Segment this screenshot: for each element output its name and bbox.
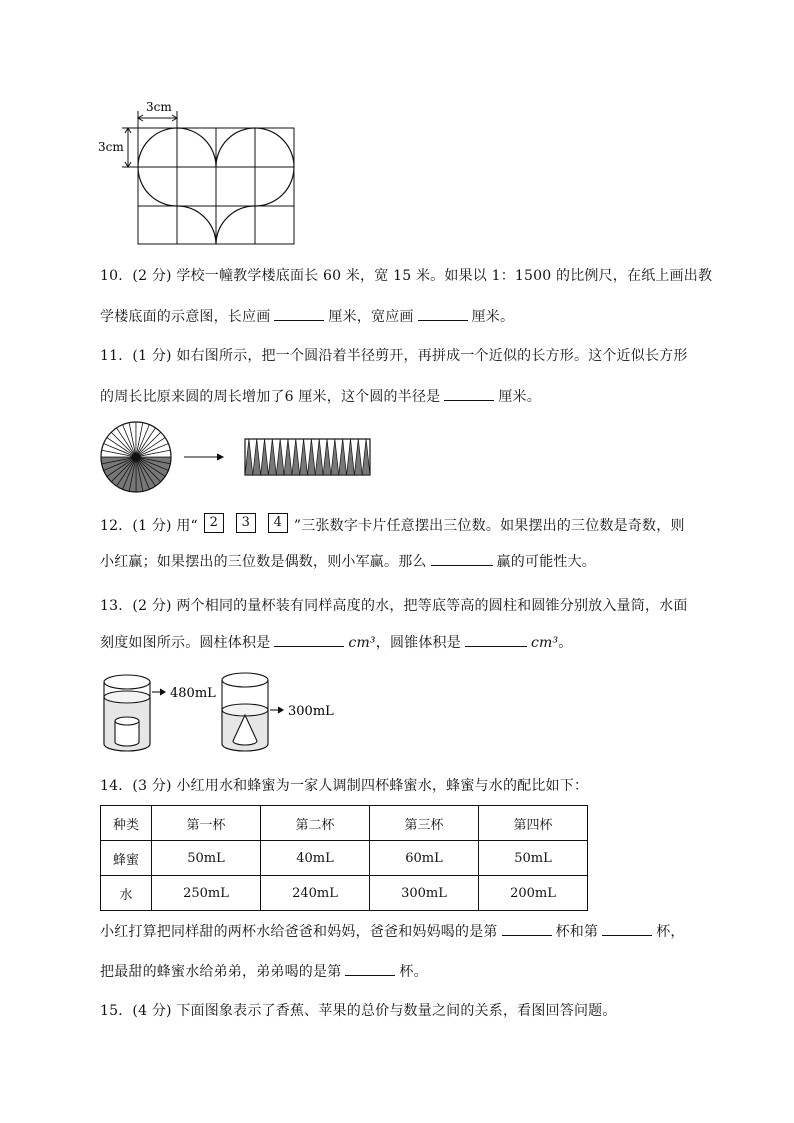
q13-text-a: 刻度如图所示。圆柱体积是 <box>100 635 271 651</box>
q14-blank-cup1[interactable] <box>502 921 552 936</box>
table-cell: 蜂蜜 <box>101 841 152 876</box>
table-cell: 250mL <box>152 876 261 911</box>
honey-ratio-table <box>100 805 588 911</box>
q10-text-c: 厘米。 <box>471 309 515 325</box>
q11-line2 <box>100 386 541 407</box>
circle-to-rectangle-figure <box>100 420 380 495</box>
table-cell: 水 <box>101 876 152 911</box>
q14-text-b: 杯和第 <box>555 924 599 940</box>
table-header-row <box>101 806 588 841</box>
q10-text-a: 学楼底面的示意图，长应画 <box>100 309 271 325</box>
q13-line2 <box>100 632 573 653</box>
digit-card-3: 3 <box>236 513 256 533</box>
q14-blank-sweetest[interactable] <box>345 961 395 976</box>
table-header-cell: 第四杯 <box>479 806 588 841</box>
q11-text-b: 厘米。 <box>498 389 541 405</box>
q13-blank-cylinder[interactable] <box>274 632 344 647</box>
dim-label-left: 3cm <box>98 140 124 154</box>
q10-line2 <box>100 306 514 327</box>
q12-text-d: 赢的可能性大。 <box>496 554 597 570</box>
label-480ml: 480mL <box>170 686 216 701</box>
dim-label-top: 3cm <box>146 100 172 114</box>
q14-text-a: 小红打算把同样甜的两杯水给爸爸和妈妈，爸爸和妈妈喝的是第 <box>100 924 498 940</box>
table-cell: 40mL <box>261 841 370 876</box>
q12-text-c: 小红赢；如果摆出的三位数是偶数，则小军赢。那么 <box>100 554 427 570</box>
q13-line1: 13．(2 分) 两个相同的量杯装有同样高度的水，把等底等高的圆柱和圆锥分别放入量筒，水面 <box>100 598 688 614</box>
q14-text-c: 杯， <box>656 924 685 940</box>
q13-text-b: ，圆锥体积是 <box>375 635 461 651</box>
q13-blank-cone[interactable] <box>465 632 527 647</box>
table-row <box>101 841 588 876</box>
table-header-cell: 第三杯 <box>370 806 479 841</box>
q14-text-d: 把最甜的蜂蜜水给弟弟，弟弟喝的是第 <box>100 964 342 980</box>
q13-text-c: 。 <box>558 635 573 651</box>
q13-unit-1: cm³ <box>348 635 376 651</box>
table-cell: 300mL <box>370 876 479 911</box>
table-cell: 200mL <box>479 876 588 911</box>
label-300ml: 300mL <box>288 704 334 719</box>
q13-unit-2: cm³ <box>530 635 559 651</box>
q15-line1: 15．(4 分) 下面图象表示了香蕉、苹果的总价与数量之间的关系，看图回答问题。 <box>100 1003 617 1019</box>
table-header-cell: 种类 <box>101 806 152 841</box>
q14-after-line2 <box>100 961 428 982</box>
q12-text-b: ”三张数字卡片任意摆出三位数。如果摆出的三位数是奇数，则 <box>293 518 685 534</box>
table-row <box>101 876 588 911</box>
q14-line1: 14．(3 分) 小红用水和蜂蜜为一家人调制四杯蜂蜜水，蜂蜜与水的配比如下： <box>100 778 589 794</box>
q12-blank-winner[interactable] <box>431 551 493 566</box>
q11-line1: 11．(1 分) 如右图所示，把一个圆沿着半径剪开，再拼成一个近似的长方形。这个近似长方形 <box>100 348 688 364</box>
q10-text-b: 厘米，宽应画 <box>328 309 414 325</box>
q12-line1 <box>100 516 685 537</box>
q10-line1: 10．(2 分) 学校一幢教学楼底面长 60 米，宽 15 米。如果以 1：1500 的比例尺，在纸上画出教 <box>100 268 713 284</box>
q10-blank-width[interactable] <box>418 306 468 321</box>
q14-blank-cup2[interactable] <box>602 921 652 936</box>
digit-card-2: 2 <box>204 513 224 533</box>
table-cell: 50mL <box>479 841 588 876</box>
q14-after-line1 <box>100 921 685 942</box>
table-header-cell: 第一杯 <box>152 806 261 841</box>
measuring-cups-figure <box>100 668 340 756</box>
q11-blank-radius[interactable] <box>444 386 494 401</box>
q12-text-a: 12．(1 分) 用“ <box>100 518 198 534</box>
table-cell: 240mL <box>261 876 370 911</box>
table-cell: 50mL <box>152 841 261 876</box>
heart-grid-figure <box>98 96 298 248</box>
q10-blank-length[interactable] <box>274 306 324 321</box>
table-cell: 60mL <box>370 841 479 876</box>
table-header-cell: 第二杯 <box>261 806 370 841</box>
q14-text-e: 杯。 <box>399 964 428 980</box>
digit-card-4: 4 <box>268 513 288 533</box>
q12-line2 <box>100 551 596 572</box>
q11-text-a: 的周长比原来圆的周长增加了6 厘米，这个圆的半径是 <box>100 389 441 405</box>
